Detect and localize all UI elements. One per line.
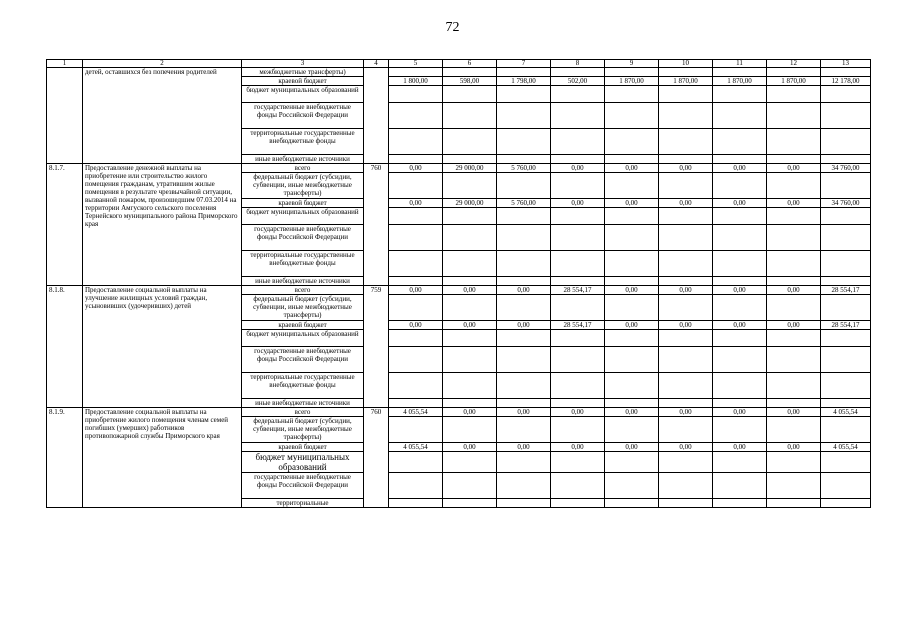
table-row bbox=[47, 68, 871, 77]
value-cell bbox=[497, 225, 551, 251]
value-cell bbox=[389, 452, 443, 473]
column-header: 10 bbox=[659, 60, 713, 68]
value-cell bbox=[551, 86, 605, 103]
value-cell bbox=[821, 373, 871, 399]
value-cell: 0,00 bbox=[713, 164, 767, 173]
value-cell: 0,00 bbox=[551, 443, 605, 452]
value-cell bbox=[659, 452, 713, 473]
value-cell: 0,00 bbox=[713, 321, 767, 330]
row-code: 8.1.7. bbox=[47, 164, 83, 286]
value-cell: 502,00 bbox=[551, 77, 605, 86]
value-cell bbox=[443, 473, 497, 499]
value-cell: 0,00 bbox=[713, 286, 767, 295]
source-cell: всего bbox=[242, 408, 364, 417]
value-cell: 0,00 bbox=[389, 199, 443, 208]
value-cell bbox=[551, 347, 605, 373]
value-cell: 0,00 bbox=[551, 408, 605, 417]
value-cell bbox=[389, 129, 443, 155]
value-cell: 0,00 bbox=[605, 199, 659, 208]
value-cell bbox=[659, 86, 713, 103]
row-code4: 759 bbox=[364, 286, 389, 408]
column-header: 11 bbox=[713, 60, 767, 68]
value-cell: 0,00 bbox=[389, 321, 443, 330]
value-cell: 0,00 bbox=[497, 286, 551, 295]
value-cell bbox=[605, 277, 659, 286]
value-cell bbox=[659, 173, 713, 199]
value-cell: 1 870,00 bbox=[605, 77, 659, 86]
value-cell bbox=[659, 225, 713, 251]
value-cell bbox=[551, 473, 605, 499]
value-cell: 4 055,54 bbox=[821, 443, 871, 452]
value-cell bbox=[497, 373, 551, 399]
value-cell: 1 798,00 bbox=[497, 77, 551, 86]
value-cell bbox=[605, 452, 659, 473]
value-cell bbox=[659, 499, 713, 508]
value-cell: 0,00 bbox=[551, 199, 605, 208]
value-cell bbox=[767, 103, 821, 129]
value-cell bbox=[821, 103, 871, 129]
value-cell bbox=[767, 129, 821, 155]
value-cell bbox=[605, 417, 659, 443]
value-cell bbox=[497, 399, 551, 408]
row-name: Предоставление социальной выплаты на улучшение жилищных условий граждан, усыновивших (удочеривших) детей bbox=[83, 286, 242, 408]
row-name: Предоставление социальной выплаты на приобретение жилого помещения членам семей погибших (умерших) работников противопожарной службы Приморского края bbox=[83, 408, 242, 508]
value-cell bbox=[821, 417, 871, 443]
value-cell: 0,00 bbox=[767, 408, 821, 417]
value-cell bbox=[605, 225, 659, 251]
table-body bbox=[47, 68, 871, 508]
column-header: 6 bbox=[443, 60, 497, 68]
source-cell: территориальные государственные внебюджетные фонды bbox=[242, 129, 364, 155]
value-cell: 0,00 bbox=[389, 286, 443, 295]
value-cell bbox=[551, 499, 605, 508]
value-cell bbox=[389, 373, 443, 399]
value-cell bbox=[389, 499, 443, 508]
column-header: 1 bbox=[47, 60, 83, 68]
value-cell bbox=[389, 173, 443, 199]
value-cell: 28 554,17 bbox=[821, 286, 871, 295]
value-cell bbox=[389, 155, 443, 164]
source-cell: всего bbox=[242, 286, 364, 295]
source-cell: территориальные государственные внебюджетные фонды bbox=[242, 373, 364, 399]
value-cell bbox=[551, 417, 605, 443]
value-cell: 1 870,00 bbox=[659, 77, 713, 86]
value-cell: 4 055,54 bbox=[389, 408, 443, 417]
value-cell bbox=[605, 251, 659, 277]
column-header: 4 bbox=[364, 60, 389, 68]
value-cell bbox=[497, 452, 551, 473]
value-cell bbox=[713, 155, 767, 164]
value-cell bbox=[767, 417, 821, 443]
value-cell: 29 000,00 bbox=[443, 199, 497, 208]
value-cell bbox=[767, 330, 821, 347]
value-cell bbox=[605, 295, 659, 321]
value-cell bbox=[605, 86, 659, 103]
value-cell bbox=[659, 251, 713, 277]
value-cell bbox=[713, 68, 767, 77]
value-cell: 0,00 bbox=[767, 443, 821, 452]
value-cell: 1 870,00 bbox=[767, 77, 821, 86]
value-cell: 0,00 bbox=[605, 321, 659, 330]
value-cell: 28 554,17 bbox=[821, 321, 871, 330]
value-cell bbox=[767, 373, 821, 399]
source-cell: краевой бюджет bbox=[242, 443, 364, 452]
value-cell bbox=[551, 251, 605, 277]
value-cell bbox=[389, 399, 443, 408]
value-cell bbox=[497, 417, 551, 443]
value-cell bbox=[551, 68, 605, 77]
value-cell bbox=[443, 277, 497, 286]
source-cell: бюджет муниципальных образований bbox=[242, 86, 364, 103]
value-cell: 34 760,00 bbox=[821, 164, 871, 173]
value-cell: 0,00 bbox=[767, 199, 821, 208]
value-cell bbox=[767, 68, 821, 77]
value-cell bbox=[713, 295, 767, 321]
value-cell bbox=[821, 295, 871, 321]
value-cell bbox=[659, 277, 713, 286]
value-cell: 0,00 bbox=[497, 443, 551, 452]
value-cell bbox=[497, 68, 551, 77]
value-cell bbox=[497, 499, 551, 508]
value-cell bbox=[713, 251, 767, 277]
value-cell bbox=[821, 86, 871, 103]
value-cell bbox=[659, 295, 713, 321]
value-cell bbox=[389, 277, 443, 286]
value-cell bbox=[497, 86, 551, 103]
source-cell: федеральный бюджет (субсидии, субвенции, иные межбюджетные трансферты) bbox=[242, 173, 364, 199]
value-cell: 28 554,17 bbox=[551, 321, 605, 330]
value-cell bbox=[605, 103, 659, 129]
source-cell: государственные внебюджетные фонды Российской Федерации bbox=[242, 347, 364, 373]
value-cell bbox=[443, 347, 497, 373]
value-cell: 12 178,00 bbox=[821, 77, 871, 86]
header-row bbox=[47, 60, 871, 68]
value-cell bbox=[443, 173, 497, 199]
value-cell: 4 055,54 bbox=[389, 443, 443, 452]
value-cell bbox=[497, 208, 551, 225]
value-cell bbox=[713, 277, 767, 286]
value-cell bbox=[443, 499, 497, 508]
value-cell bbox=[443, 225, 497, 251]
value-cell bbox=[605, 155, 659, 164]
value-cell bbox=[713, 225, 767, 251]
value-cell bbox=[551, 103, 605, 129]
value-cell bbox=[767, 208, 821, 225]
value-cell bbox=[713, 208, 767, 225]
value-cell bbox=[389, 103, 443, 129]
value-cell bbox=[551, 225, 605, 251]
source-cell: территориальные государственные внебюджетные фонды bbox=[242, 251, 364, 277]
value-cell bbox=[497, 277, 551, 286]
value-cell bbox=[821, 399, 871, 408]
value-cell bbox=[443, 452, 497, 473]
value-cell bbox=[713, 417, 767, 443]
value-cell bbox=[767, 251, 821, 277]
value-cell bbox=[443, 155, 497, 164]
value-cell bbox=[551, 373, 605, 399]
value-cell bbox=[713, 129, 767, 155]
value-cell bbox=[821, 330, 871, 347]
value-cell bbox=[767, 399, 821, 408]
value-cell bbox=[659, 129, 713, 155]
source-cell: бюджет муниципальных образований bbox=[242, 452, 364, 473]
value-cell bbox=[497, 473, 551, 499]
row-code: 8.1.9. bbox=[47, 408, 83, 508]
value-cell bbox=[659, 399, 713, 408]
value-cell bbox=[443, 373, 497, 399]
value-cell bbox=[821, 277, 871, 286]
value-cell bbox=[497, 155, 551, 164]
value-cell bbox=[713, 452, 767, 473]
value-cell: 0,00 bbox=[713, 408, 767, 417]
table-row bbox=[47, 286, 871, 295]
value-cell bbox=[821, 68, 871, 77]
row-code bbox=[47, 68, 83, 164]
value-cell: 1 870,00 bbox=[713, 77, 767, 86]
value-cell: 0,00 bbox=[659, 286, 713, 295]
value-cell: 0,00 bbox=[767, 286, 821, 295]
value-cell bbox=[821, 225, 871, 251]
value-cell bbox=[821, 347, 871, 373]
value-cell bbox=[605, 173, 659, 199]
value-cell bbox=[551, 155, 605, 164]
source-cell: федеральный бюджет (субсидии, субвенции, иные межбюджетные трансферты) bbox=[242, 295, 364, 321]
value-cell: 0,00 bbox=[443, 443, 497, 452]
value-cell bbox=[605, 499, 659, 508]
value-cell bbox=[443, 86, 497, 103]
value-cell bbox=[551, 208, 605, 225]
value-cell bbox=[767, 347, 821, 373]
value-cell bbox=[605, 473, 659, 499]
value-cell: 0,00 bbox=[605, 443, 659, 452]
value-cell bbox=[821, 173, 871, 199]
source-cell: государственные внебюджетные фонды Российской Федерации bbox=[242, 103, 364, 129]
value-cell bbox=[659, 208, 713, 225]
value-cell bbox=[497, 103, 551, 129]
column-header: 7 bbox=[497, 60, 551, 68]
value-cell bbox=[713, 499, 767, 508]
value-cell bbox=[767, 155, 821, 164]
value-cell bbox=[659, 330, 713, 347]
value-cell bbox=[821, 452, 871, 473]
budget-table bbox=[46, 59, 871, 508]
value-cell bbox=[713, 399, 767, 408]
value-cell bbox=[713, 347, 767, 373]
column-header: 12 bbox=[767, 60, 821, 68]
value-cell: 1 800,00 bbox=[389, 77, 443, 86]
column-header: 8 bbox=[551, 60, 605, 68]
value-cell: 34 760,00 bbox=[821, 199, 871, 208]
value-cell bbox=[605, 399, 659, 408]
value-cell bbox=[821, 155, 871, 164]
value-cell bbox=[767, 277, 821, 286]
value-cell bbox=[605, 208, 659, 225]
source-cell: иные внебюджетные источники bbox=[242, 155, 364, 164]
value-cell bbox=[659, 103, 713, 129]
value-cell bbox=[659, 373, 713, 399]
value-cell bbox=[551, 129, 605, 155]
value-cell: 29 000,00 bbox=[443, 164, 497, 173]
value-cell: 0,00 bbox=[443, 321, 497, 330]
value-cell bbox=[551, 330, 605, 347]
source-cell: краевой бюджет bbox=[242, 321, 364, 330]
value-cell bbox=[389, 86, 443, 103]
value-cell: 0,00 bbox=[659, 408, 713, 417]
value-cell bbox=[497, 330, 551, 347]
value-cell: 4 055,54 bbox=[821, 408, 871, 417]
value-cell: 0,00 bbox=[497, 408, 551, 417]
value-cell bbox=[389, 347, 443, 373]
table-row bbox=[47, 164, 871, 173]
value-cell bbox=[713, 86, 767, 103]
value-cell bbox=[659, 68, 713, 77]
value-cell bbox=[551, 173, 605, 199]
value-cell bbox=[443, 295, 497, 321]
value-cell bbox=[767, 86, 821, 103]
value-cell bbox=[443, 129, 497, 155]
value-cell bbox=[443, 399, 497, 408]
value-cell bbox=[767, 499, 821, 508]
value-cell: 0,00 bbox=[659, 443, 713, 452]
value-cell bbox=[443, 417, 497, 443]
value-cell bbox=[767, 452, 821, 473]
value-cell bbox=[389, 295, 443, 321]
value-cell bbox=[497, 347, 551, 373]
source-cell: иные внебюджетные источники bbox=[242, 277, 364, 286]
value-cell bbox=[443, 330, 497, 347]
source-cell: государственные внебюджетные фонды Российской Федерации bbox=[242, 473, 364, 499]
source-cell: краевой бюджет bbox=[242, 199, 364, 208]
value-cell bbox=[551, 452, 605, 473]
value-cell: 598,00 bbox=[443, 77, 497, 86]
value-cell: 0,00 bbox=[605, 286, 659, 295]
value-cell: 28 554,17 bbox=[551, 286, 605, 295]
value-cell: 0,00 bbox=[605, 164, 659, 173]
row-code4: 760 bbox=[364, 408, 389, 508]
value-cell bbox=[659, 347, 713, 373]
value-cell: 0,00 bbox=[443, 286, 497, 295]
value-cell: 0,00 bbox=[497, 321, 551, 330]
source-cell: иные внебюджетные источники bbox=[242, 399, 364, 408]
value-cell: 5 760,00 bbox=[497, 164, 551, 173]
source-cell: государственные внебюджетные фонды Российской Федерации bbox=[242, 225, 364, 251]
value-cell bbox=[443, 208, 497, 225]
value-cell: 0,00 bbox=[659, 164, 713, 173]
value-cell: 0,00 bbox=[767, 164, 821, 173]
value-cell bbox=[605, 68, 659, 77]
value-cell bbox=[551, 277, 605, 286]
value-cell bbox=[659, 155, 713, 164]
row-name: Предоставление денежной выплаты на приобретение или строительство жилого помещения гражданам, утратившим жилые помещения в результате чрезвычайной ситуации, вызванной пожаром, произошедшим 07.03.2014 на территории Амгуского сельского поселения Тернейского муниципального района Приморского края bbox=[83, 164, 242, 286]
value-cell bbox=[713, 103, 767, 129]
source-cell: бюджет муниципальных образований bbox=[242, 208, 364, 225]
value-cell bbox=[821, 129, 871, 155]
value-cell: 0,00 bbox=[659, 199, 713, 208]
value-cell bbox=[605, 129, 659, 155]
source-cell: краевой бюджет bbox=[242, 77, 364, 86]
value-cell bbox=[767, 295, 821, 321]
column-header: 13 bbox=[821, 60, 871, 68]
value-cell bbox=[713, 173, 767, 199]
row-code4: 760 bbox=[364, 164, 389, 286]
value-cell bbox=[389, 68, 443, 77]
value-cell bbox=[497, 251, 551, 277]
value-cell bbox=[551, 295, 605, 321]
value-cell bbox=[605, 347, 659, 373]
source-cell: федеральный бюджет (субсидии, субвенции, иные межбюджетные трансферты) bbox=[242, 417, 364, 443]
value-cell bbox=[713, 473, 767, 499]
value-cell bbox=[767, 225, 821, 251]
value-cell bbox=[821, 251, 871, 277]
value-cell: 0,00 bbox=[389, 164, 443, 173]
value-cell bbox=[389, 225, 443, 251]
value-cell bbox=[443, 251, 497, 277]
value-cell bbox=[767, 473, 821, 499]
row-code: 8.1.8. bbox=[47, 286, 83, 408]
value-cell: 0,00 bbox=[659, 321, 713, 330]
value-cell bbox=[389, 417, 443, 443]
value-cell bbox=[659, 417, 713, 443]
value-cell: 0,00 bbox=[443, 408, 497, 417]
column-header: 5 bbox=[389, 60, 443, 68]
value-cell bbox=[551, 399, 605, 408]
value-cell bbox=[389, 330, 443, 347]
value-cell bbox=[821, 208, 871, 225]
column-header: 9 bbox=[605, 60, 659, 68]
page-number: 72 bbox=[445, 20, 460, 35]
value-cell bbox=[497, 173, 551, 199]
value-cell bbox=[659, 473, 713, 499]
value-cell bbox=[605, 373, 659, 399]
value-cell: 5 760,00 bbox=[497, 199, 551, 208]
column-header: 2 bbox=[83, 60, 242, 68]
value-cell bbox=[389, 208, 443, 225]
value-cell: 0,00 bbox=[713, 443, 767, 452]
value-cell bbox=[767, 173, 821, 199]
value-cell bbox=[713, 373, 767, 399]
value-cell: 0,00 bbox=[713, 199, 767, 208]
source-cell: межбюджетные трансферты) bbox=[242, 68, 364, 77]
table-row bbox=[47, 408, 871, 417]
source-cell: бюджет муниципальных образований bbox=[242, 330, 364, 347]
row-code4 bbox=[364, 68, 389, 164]
value-cell bbox=[443, 68, 497, 77]
value-cell: 0,00 bbox=[767, 321, 821, 330]
value-cell: 0,00 bbox=[605, 408, 659, 417]
source-cell: всего bbox=[242, 164, 364, 173]
value-cell bbox=[821, 473, 871, 499]
row-name: детей, оставшихся без попечения родителей bbox=[83, 68, 242, 164]
source-cell: территориальные bbox=[242, 499, 364, 508]
value-cell: 0,00 bbox=[551, 164, 605, 173]
value-cell bbox=[713, 330, 767, 347]
value-cell bbox=[443, 103, 497, 129]
value-cell bbox=[821, 499, 871, 508]
value-cell bbox=[497, 129, 551, 155]
value-cell bbox=[389, 251, 443, 277]
value-cell bbox=[497, 295, 551, 321]
value-cell bbox=[605, 330, 659, 347]
value-cell bbox=[389, 473, 443, 499]
column-header: 3 bbox=[242, 60, 364, 68]
